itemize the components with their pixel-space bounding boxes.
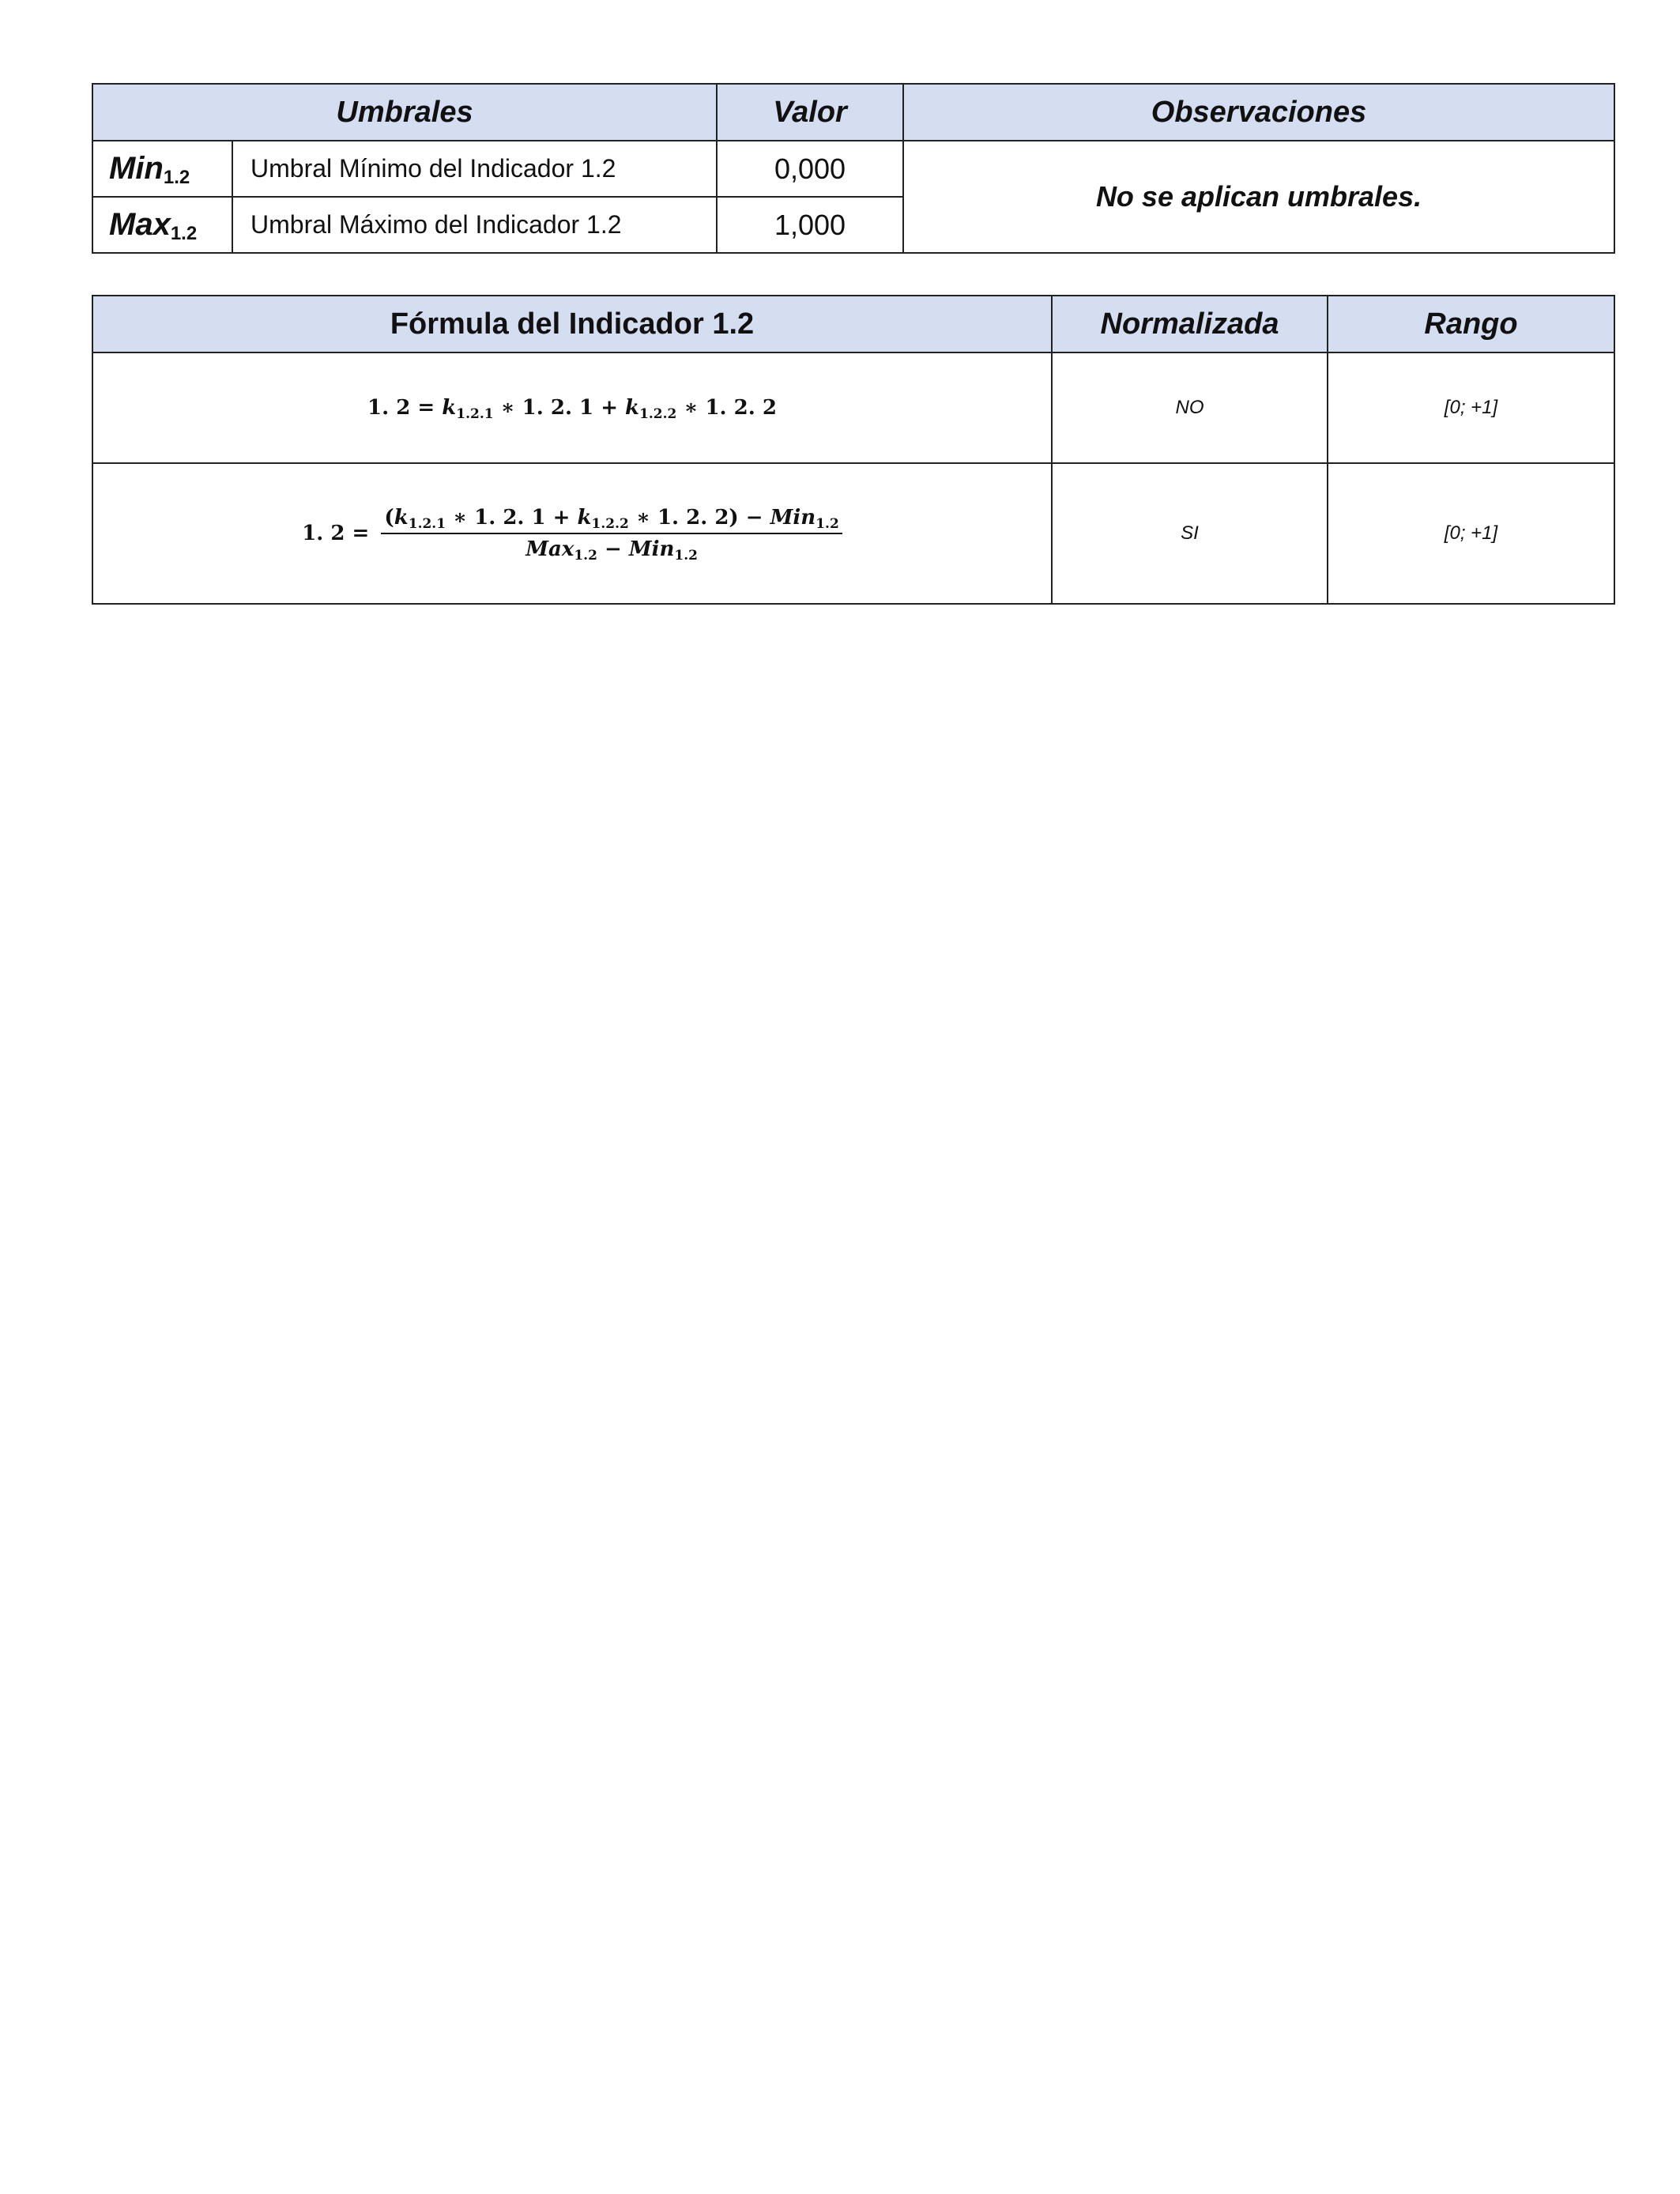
table-row (92, 141, 1614, 197)
formula-non-normalized: 1. $2 = k_{1.2.1}$ ∗ 1. 2. $1 + k_{1.2.2}$ ∗ 1. 2. 2 (92, 352, 1052, 463)
fraction-denominator: Max$_{1.2}$ − Min$_{1.2}$ (525, 537, 698, 564)
formula-table (92, 295, 1615, 605)
fraction-numerator: ($k_{1.2.1}$ ∗ 1. 2. $1 + k_{1.2.2}$ ∗ 1. 2. 2) − Min$_{1.2}$ (381, 506, 842, 534)
table-row (92, 463, 1614, 604)
threshold-description: Umbral Mínimo del Indicador 1.2 (232, 141, 717, 197)
table-row (92, 352, 1614, 463)
threshold-value: 0,000 (717, 141, 903, 197)
formula-fraction (381, 506, 842, 564)
observation-text: No se aplican umbrales. (903, 141, 1614, 253)
threshold-description: Umbral Máximo del Indicador 1.2 (232, 197, 717, 253)
header-valor: Valor (717, 84, 903, 141)
range-value: [0; +1] (1328, 463, 1614, 604)
threshold-symbol-max: Max$_{1.2}$ (92, 197, 232, 253)
range-value: [0; +1] (1328, 352, 1614, 463)
normalized-flag: NO (1052, 352, 1328, 463)
header-rango: Rango (1328, 296, 1614, 352)
thresholds-table (92, 83, 1615, 254)
formula-normalized: 1. 2 = $\frac{(k_{1.2.1} ∗ 1. 2. 1 + k_{1.2.2} ∗ 1. 2. 2) - Min_{1.2}}{Max_{1.2} - Min_{1.2}}$ (92, 463, 1052, 604)
header-umbrales: Umbrales (92, 84, 717, 141)
threshold-value: 1,000 (717, 197, 903, 253)
thresholds-header-row (92, 84, 1614, 141)
formula-header-row (92, 296, 1614, 352)
normalized-flag: SI (1052, 463, 1328, 604)
header-formula: Fórmula del Indicador 1.2 (92, 296, 1052, 352)
header-normalizada: Normalizada (1052, 296, 1328, 352)
header-observaciones: Observaciones (903, 84, 1614, 141)
threshold-symbol-min: Min$_{1.2}$ (92, 141, 232, 197)
